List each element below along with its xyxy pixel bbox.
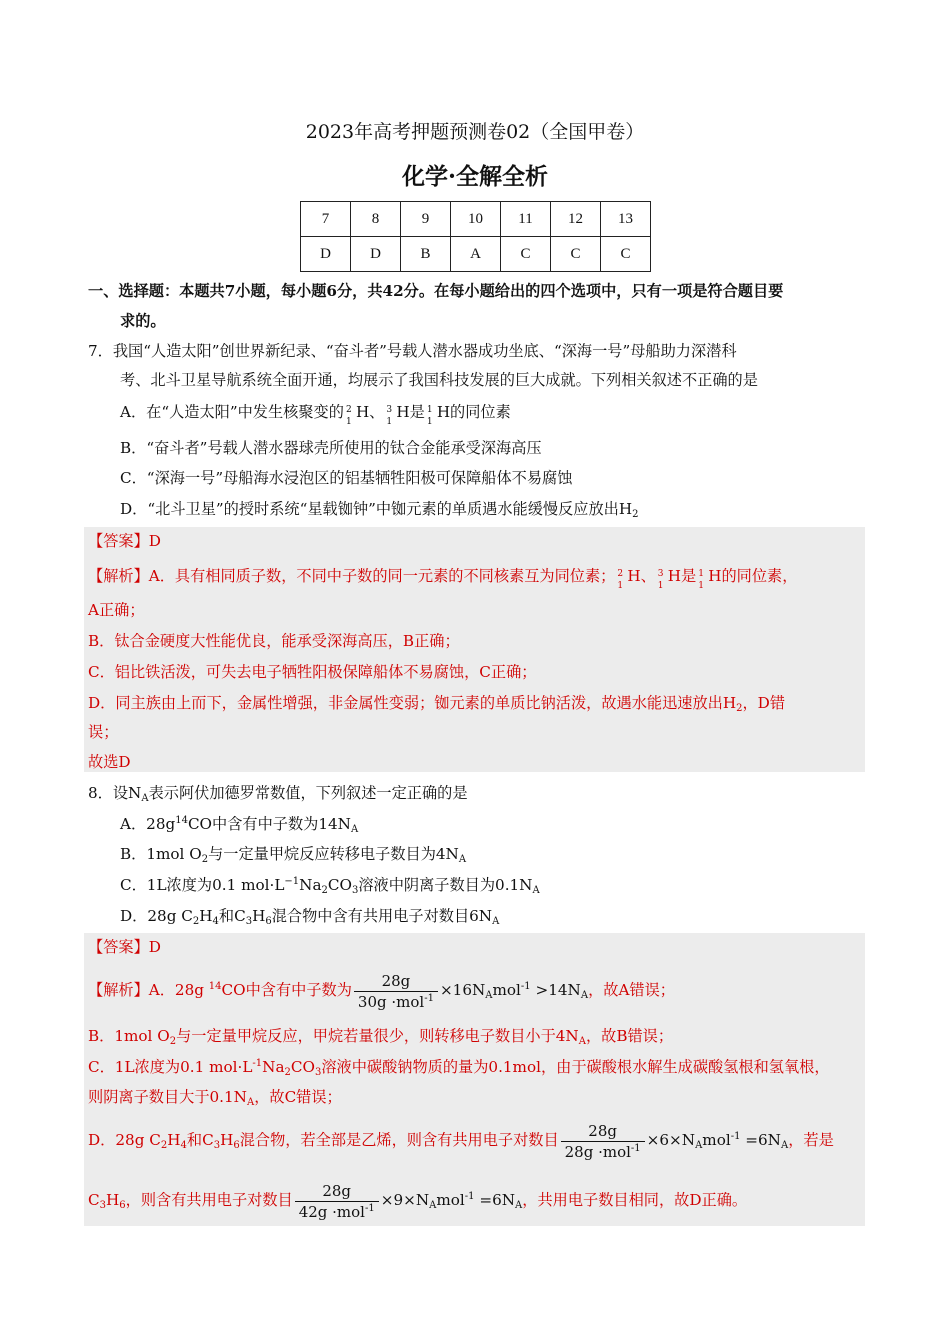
explanation-text: 溶液中碳酸钠物质的量为0.1mol，由于碳酸根水解生成碳酸氢根和氢氧根，	[321, 1058, 830, 1076]
explanation-text: H	[220, 1131, 234, 1149]
superscript: 14	[208, 981, 222, 992]
question-number-cell: 13	[601, 202, 651, 237]
option-text: 和C	[218, 907, 246, 925]
answer-row	[301, 237, 651, 272]
q8-explanation-c-cont	[88, 1086, 342, 1108]
option-text: H	[252, 907, 266, 925]
subscript: A	[580, 990, 589, 1001]
subscript: A	[141, 793, 149, 804]
explanation-text: H	[167, 1131, 181, 1149]
answer-cell: C	[551, 237, 601, 272]
q7-option-a-text: A．在“人造太阳”中发生核聚变的	[120, 403, 344, 421]
nuclide-notation: 2 1	[617, 569, 624, 591]
explanation-text: ，故A错误；	[588, 981, 675, 999]
subscript: A	[492, 916, 500, 927]
subscript: 2	[192, 916, 200, 927]
explanation-text: D．同主族由上而下，金属性增强，非金属性变弱；铷元素的单质比钠活泼，故遇水能迅速放出H	[88, 694, 737, 712]
fraction	[295, 1181, 379, 1222]
superscript: -1	[424, 992, 434, 1004]
option-text: 与一定量甲烷反应转移电子数目为4N	[208, 845, 459, 863]
answer-cell: A	[451, 237, 501, 272]
option-text: 混合物中含有共用电子对数目6N	[271, 907, 493, 925]
superscript: -1	[252, 1058, 263, 1069]
answer-cell: D	[301, 237, 351, 272]
explanation-text: CO	[290, 1058, 315, 1076]
math-text: ×16N	[439, 981, 486, 999]
subscript: 3	[213, 1140, 221, 1151]
q7-explanation-d	[88, 692, 785, 714]
question-number-cell: 12	[551, 202, 601, 237]
explanation-text: Na	[262, 1058, 285, 1076]
q7-option-d-text: D．“北斗卫星”的授时系统“星载铷钟”中铷元素的单质遇水能缓慢反应放出H	[120, 500, 633, 518]
section-heading-cont: 求的。	[120, 312, 166, 330]
superscript: −1	[284, 876, 300, 887]
option-text: H	[199, 907, 213, 925]
subscript: A	[515, 1200, 523, 1211]
explanation-text: H、	[627, 567, 656, 585]
q8-stem-text: 表示阿伏加德罗常数值，下列叙述一定正确的是	[148, 784, 468, 802]
q7-stem: 7．我国“人造太阳”创世界新纪录、“奋斗者”号载人潜水器成功坐底、“深海一号”母船助力深潜科	[88, 342, 737, 360]
nuclide-notation: 1 1	[426, 405, 433, 427]
q8-stem-text: 8．设N	[88, 784, 142, 802]
subscript: A	[350, 824, 359, 835]
subscript: 4	[212, 916, 219, 927]
question-number-cell: 9	[401, 202, 451, 237]
subscript: 2	[201, 854, 209, 865]
math-expression	[440, 981, 588, 999]
section-heading: 一、选择题：本题共7小题，每小题6分，共42分。在每小题给出的四个选项中，只有一项是符合题目要	[88, 282, 784, 300]
subscript: 3	[245, 916, 253, 927]
math-text: mol	[492, 981, 521, 999]
subscript: 2	[160, 1140, 168, 1151]
subscript: A	[578, 1036, 586, 1047]
q7-stem-cont: 考、北斗卫星导航系统全面开通，均展示了我国科技发展的巨大成就。下列相关叙述不正确的是	[120, 371, 758, 389]
q8-explanation-d-cont	[88, 1178, 747, 1222]
answer-table	[300, 201, 651, 272]
math-text: =6N	[740, 1131, 781, 1149]
answer-cell: C	[601, 237, 651, 272]
question-number-cell: 8	[351, 202, 401, 237]
option-text: A．28g	[120, 815, 176, 833]
q8-stem	[88, 782, 468, 804]
superscript: -1	[630, 1142, 641, 1154]
fraction-numerator: 28g	[354, 971, 438, 992]
fraction-numerator: 28g	[295, 1181, 379, 1202]
q7-option-a-text: H的同位素	[436, 403, 511, 421]
math-text: mol	[436, 1191, 465, 1209]
superscript: 14	[175, 815, 188, 826]
subscript: A	[695, 1140, 703, 1151]
explanation-text: ，则含有共用电子对数目	[125, 1191, 293, 1209]
q8-explanation-a	[88, 968, 675, 1012]
math-text: ×6×N	[646, 1131, 696, 1149]
subscript: 2	[321, 885, 328, 896]
q7-answer: 【答案】D	[88, 532, 161, 550]
option-text: CO	[327, 876, 352, 894]
option-text: D．28g C	[120, 907, 193, 925]
question-number-cell: 7	[301, 202, 351, 237]
explanation-text: D．28g C	[88, 1131, 161, 1149]
fraction-denominator: 28g ·mol	[564, 1142, 631, 1161]
subscript: 6	[265, 916, 272, 927]
explanation-text: H的同位素，	[708, 567, 798, 585]
subscript: 3	[351, 885, 359, 896]
nuclide-notation: 2 1	[345, 405, 352, 427]
superscript: -1	[730, 1131, 741, 1142]
q7-explanation-b: B．钛合金硬度大性能优良，能承受深海高压，B正确；	[88, 632, 460, 650]
q8-answer: 【答案】D	[88, 938, 161, 956]
q7-option-a-text: H是	[396, 403, 425, 421]
subscript: 3	[314, 1067, 322, 1078]
explanation-text: CO中含有中子数为	[221, 981, 352, 999]
subscript: 2	[284, 1067, 291, 1078]
subscript: 3	[99, 1200, 106, 1211]
nuclide-notation: 1 1	[698, 569, 704, 591]
option-text: C．1L浓度为0.1 mol·L	[120, 876, 285, 894]
explanation-text: C	[88, 1191, 100, 1209]
nuclide-notation: 3 1	[386, 405, 393, 427]
explanation-text: ，故B错误；	[585, 1027, 674, 1045]
math-expression	[381, 1191, 523, 1209]
q7-option-c: C．“深海一号”母船海水浸泡区的铝基牺牲阳极可保障船体不易腐蚀	[120, 469, 573, 487]
page-title: 2023年高考押题预测卷02（全国甲卷）	[305, 121, 645, 143]
explanation-text: 混合物，若全部是乙烯，则含有共用电子对数目	[239, 1131, 559, 1149]
explanation-label: 【解析】	[88, 981, 149, 999]
option-text: CO中含有中子数为14N	[187, 815, 351, 833]
math-text: ×9×N	[380, 1191, 430, 1209]
explanation-text: H是	[667, 567, 697, 585]
page-subtitle: 化学·全解全析	[401, 163, 548, 190]
answer-cell: B	[401, 237, 451, 272]
subscript: 2	[632, 509, 639, 520]
superscript: -1	[364, 1202, 375, 1214]
q8-option-a	[120, 813, 358, 835]
q8-explanation-c	[88, 1056, 830, 1078]
explanation-text: ，D错	[742, 694, 786, 712]
q7-option-a-text: H、	[355, 403, 385, 421]
q8-option-d	[120, 905, 499, 927]
q8-explanation-d	[88, 1118, 834, 1162]
subscript: 6	[119, 1200, 126, 1211]
superscript: -1	[520, 981, 531, 992]
fraction	[561, 1121, 645, 1162]
fraction	[354, 971, 438, 1012]
fraction-denominator: 42g ·mol	[298, 1202, 365, 1221]
fraction-numerator: 28g	[561, 1121, 645, 1142]
math-expression	[647, 1131, 789, 1149]
q7-explanation-c: C．铝比铁活泼，可失去电子牺牲阳极保障船体不易腐蚀，C正确；	[88, 663, 537, 681]
explanation-text: ，故C错误；	[254, 1088, 342, 1106]
subscript: A	[246, 1097, 255, 1108]
subscript: 4	[180, 1140, 187, 1151]
explanation-text: ，若是	[788, 1131, 834, 1149]
question-number-cell: 10	[451, 202, 501, 237]
math-text: mol	[702, 1131, 731, 1149]
answer-cell: C	[501, 237, 551, 272]
subscript: A	[429, 1200, 437, 1211]
answer-cell: D	[351, 237, 401, 272]
fraction-denominator: 30g ·mol	[357, 992, 425, 1011]
subscript: 2	[736, 703, 743, 714]
subscript: 6	[233, 1140, 240, 1151]
q7-option-a	[120, 401, 511, 427]
option-text: 溶液中阴离子数目为0.1N	[358, 876, 533, 894]
q7-explanation-d-cont: 误；	[88, 723, 119, 741]
q7-explanation-a-cont: A正确；	[88, 601, 145, 619]
explanation-label: 【解析】	[88, 567, 149, 585]
superscript: -1	[464, 1191, 475, 1202]
explanation-text: ，共用电子数目相同，故D正确。	[522, 1191, 748, 1209]
q7-conclusion: 故选D	[88, 753, 131, 771]
option-text: Na	[299, 876, 322, 894]
question-number-row	[301, 202, 651, 237]
q8-explanation-b	[88, 1025, 673, 1047]
explanation-text: A．28g	[148, 981, 209, 999]
math-text: =6N	[474, 1191, 516, 1209]
q7-explanation-a	[88, 565, 798, 591]
q8-option-c	[120, 874, 540, 896]
explanation-text: 和C	[186, 1131, 214, 1149]
subscript: 2	[169, 1036, 177, 1047]
subscript: A	[780, 1140, 789, 1151]
math-text: >14N	[530, 981, 581, 999]
q7-option-b: B．“奋斗者”号载人潜水器球壳所使用的钛合金能承受深海高压	[120, 439, 542, 457]
explanation-text: H	[106, 1191, 120, 1209]
q8-option-b	[120, 843, 466, 865]
question-number-cell: 11	[501, 202, 551, 237]
subscript: A	[458, 854, 467, 865]
option-text: B．1mol O	[120, 845, 202, 863]
subscript: A	[532, 885, 540, 896]
explanation-text: B．1mol O	[88, 1027, 170, 1045]
explanation-text: A．具有相同质子数，不同中子数的同一元素的不同核素互为同位素；	[148, 567, 616, 585]
subscript: A	[485, 990, 493, 1001]
explanation-text: 与一定量甲烷反应，甲烷若量很少，则转移电子数目小于4N	[176, 1027, 579, 1045]
q7-option-d	[120, 498, 638, 520]
explanation-text: 则阴离子数目大于0.1N	[88, 1088, 247, 1106]
nuclide-notation: 3 1	[657, 569, 664, 591]
explanation-text: C．1L浓度为0.1 mol·L	[88, 1058, 253, 1076]
